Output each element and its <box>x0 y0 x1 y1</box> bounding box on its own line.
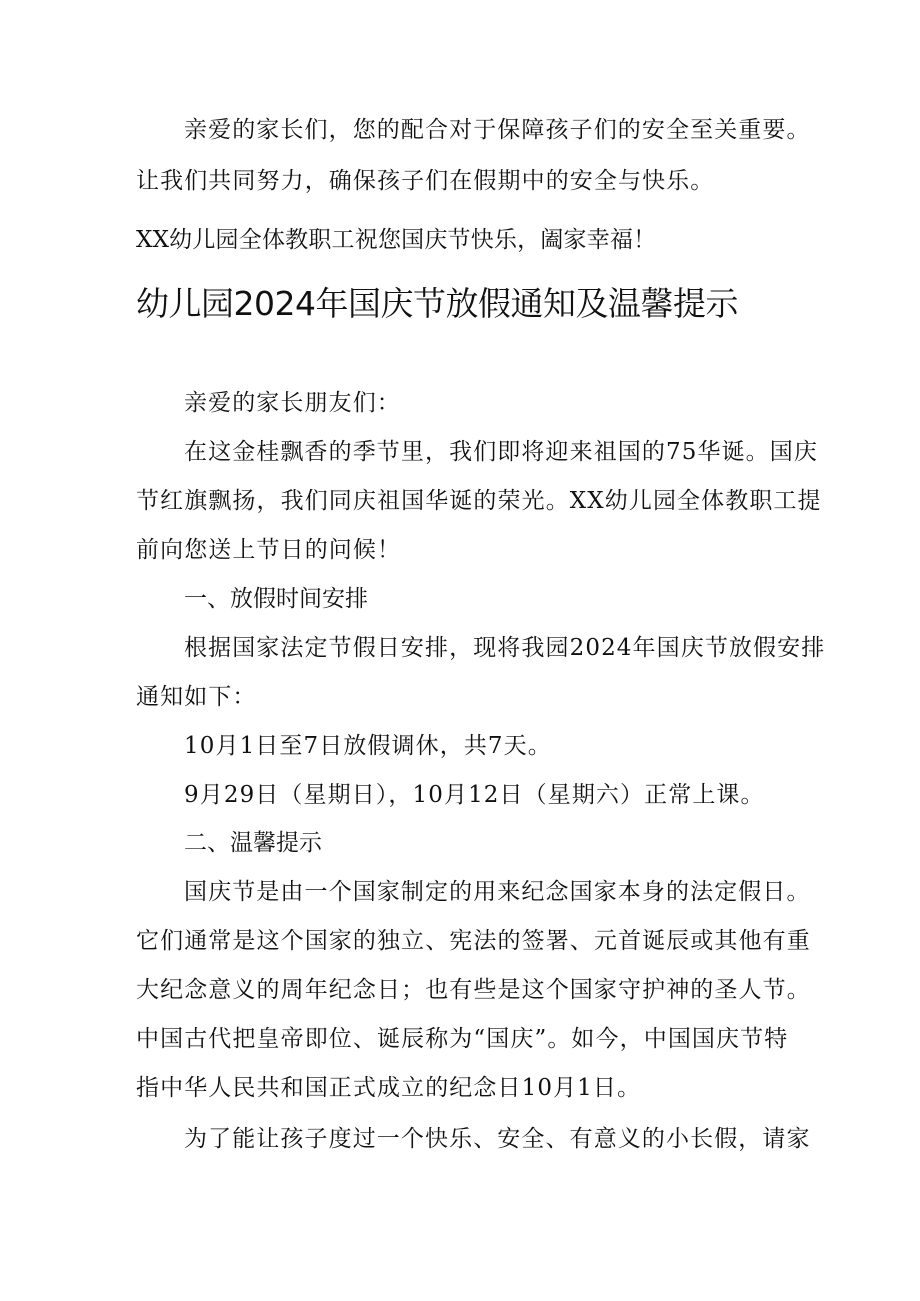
section-heading-schedule: 一、放假时间安排 <box>184 586 368 612</box>
section1-body-line: 通知如下： <box>136 684 257 710</box>
section2-body-line: 指中华人民共和国正式成立的纪念日10月1日。 <box>136 1075 642 1101</box>
section2-body-line: 国庆节是由一个国家制定的用来纪念国家本身的法定假日。 <box>184 879 811 905</box>
paragraph-line: 亲爱的家长们，您的配合对于保障孩子们的安全至关重要。 <box>184 117 811 143</box>
intro-line: 前向您送上节日的问候！ <box>136 537 402 563</box>
closing-line: XX幼儿园全体教职工祝您国庆节快乐，阖家幸福！ <box>136 227 657 253</box>
schedule-item: 9月29日（星期日），10月12日（星期六）正常上课。 <box>184 782 765 808</box>
section-heading-tips: 二、温馨提示 <box>184 830 322 856</box>
section2-body-line: 中国古代把皇帝即位、诞辰称为“国庆”。如今，中国国庆节特 <box>136 1026 789 1052</box>
intro-line: 节红旗飘扬，我们同庆祖国华诞的荣光。XX幼儿园全体教职工提 <box>136 488 822 514</box>
section2-body-line: 大纪念意义的周年纪念日；也有些是这个国家守护神的圣人节。 <box>136 977 811 1003</box>
schedule-item: 10月1日至7日放假调休，共7天。 <box>184 733 552 759</box>
section1-body-line: 根据国家法定节假日安排，现将我园2024年国庆节放假安排 <box>184 635 826 661</box>
document-title: 幼儿园2024年国庆节放假通知及温馨提示 <box>136 284 738 323</box>
greeting: 亲爱的家长朋友们： <box>184 390 401 416</box>
paragraph-line: 让我们共同努力，确保孩子们在假期中的安全与快乐。 <box>136 168 715 194</box>
section2-last-line: 为了能让孩子度过一个快乐、安全、有意义的小长假，请家 <box>184 1126 811 1152</box>
section2-body-line: 它们通常是这个国家的独立、宪法的签署、元首诞辰或其他有重 <box>136 928 811 954</box>
intro-line: 在这金桂飘香的季节里，我们即将迎来祖国的75华诞。国庆 <box>184 439 818 465</box>
